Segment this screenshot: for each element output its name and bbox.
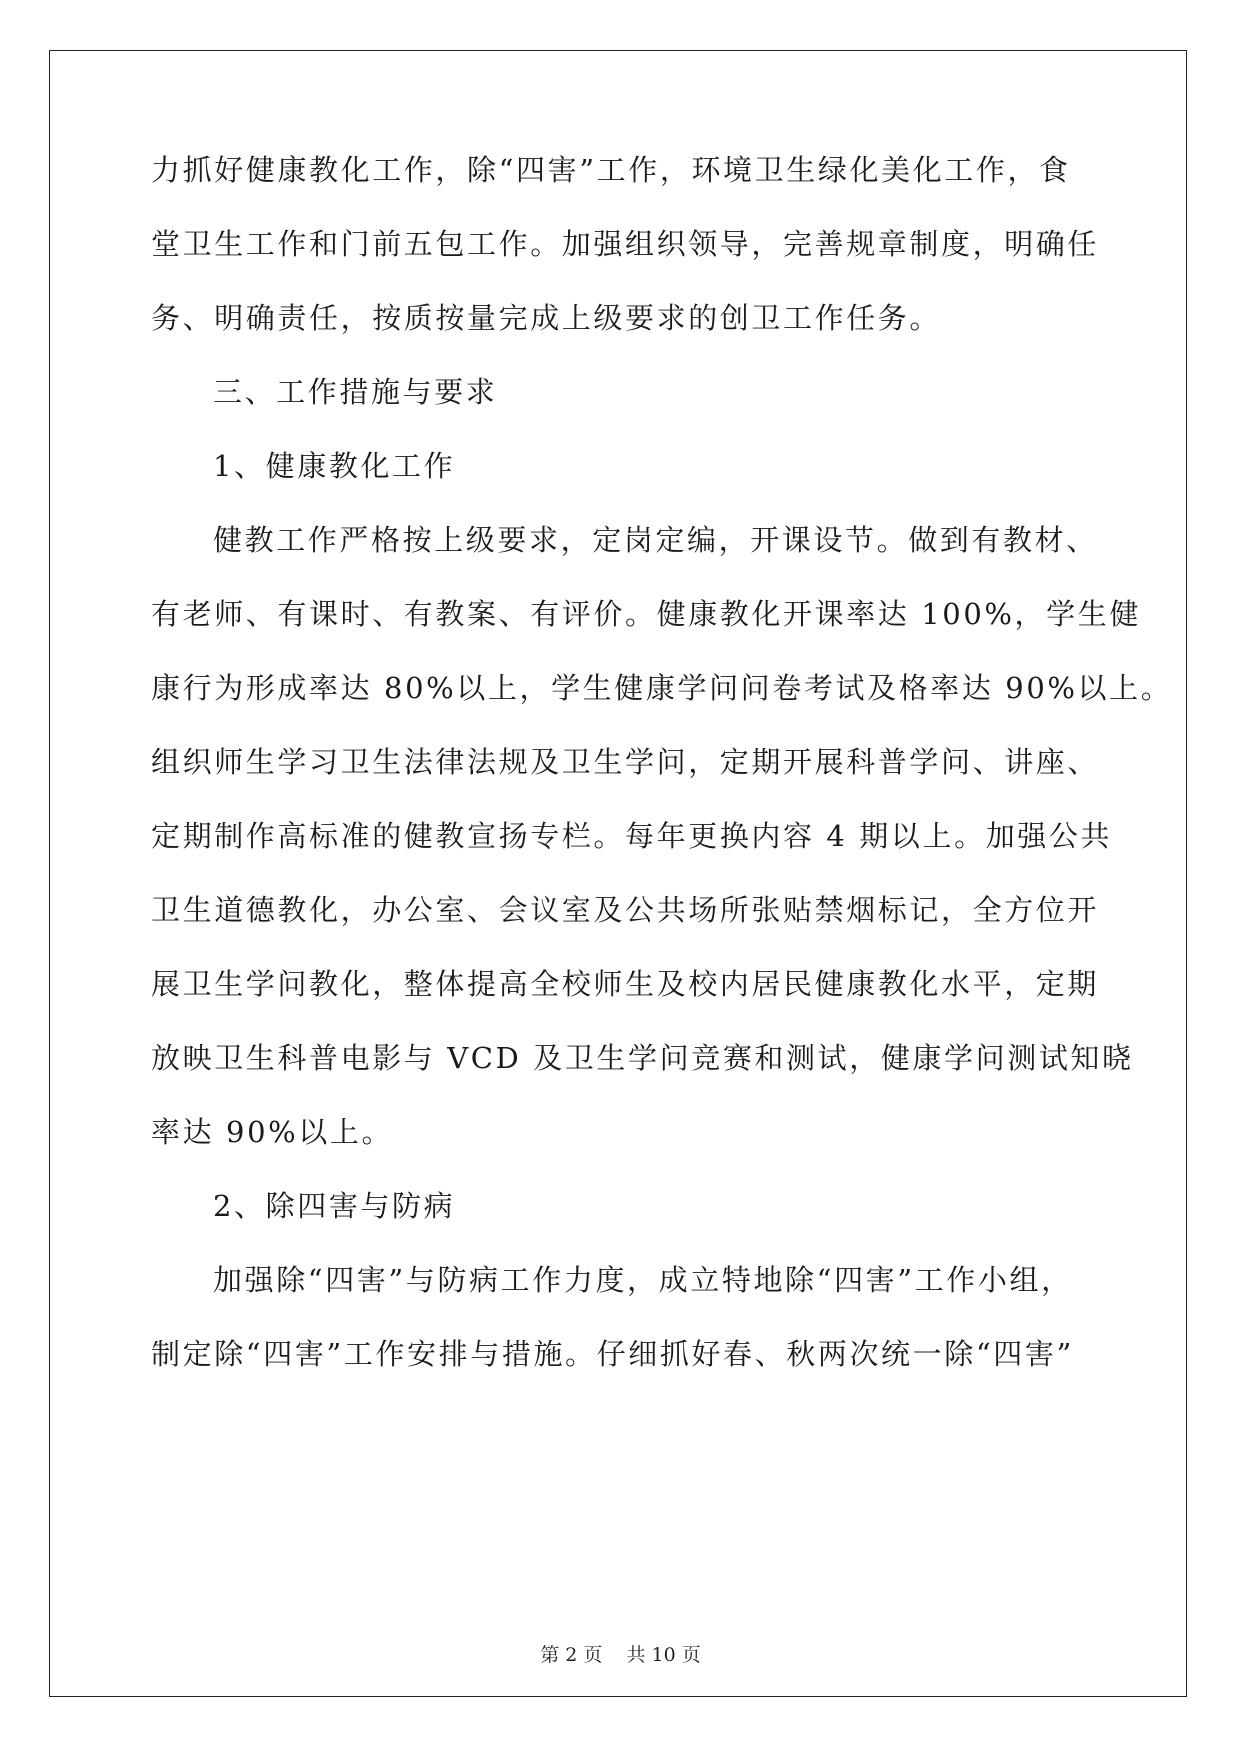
text-line: 制定除“四害”工作安排与措施。仔细抓好春、秋两次统一除“四害” <box>151 1337 1074 1371</box>
text-line: 组织师生学习卫生法律法规及卫生学问，定期开展科普学问、讲座、 <box>151 745 1100 779</box>
page-number: 第 2 页 <box>540 1644 603 1666</box>
text-line: 率达 90%以上。 <box>151 1115 394 1149</box>
text-line: 卫生道德教化，办公室、会议室及公共场所张贴禁烟标记，全方位开 <box>151 893 1100 927</box>
text-line: 定期制作高标准的健教宣扬专栏。每年更换内容 4 期以上。加强公共 <box>151 819 1113 853</box>
text-line: 康行为形成率达 80%以上，学生健康学问问卷考试及格率达 90%以上。 <box>151 671 1173 705</box>
text-line: 加强除“四害”与防病工作力度，成立特地除“四害”工作小组， <box>213 1263 1073 1297</box>
text-line: 放映卫生科普电影与 VCD 及卫生学问竞赛和测试，健康学问测试知晓 <box>151 1041 1134 1075</box>
subsection-heading: 1、健康教化工作 <box>213 449 456 483</box>
page-footer <box>0 1640 1241 1667</box>
subsection-heading: 2、除四害与防病 <box>213 1189 456 1223</box>
page-total: 共 10 页 <box>626 1644 701 1666</box>
section-heading: 三、工作措施与要求 <box>213 375 498 409</box>
text-line: 健教工作严格按上级要求，定岗定编，开课设节。做到有教材、 <box>213 523 1098 557</box>
text-line: 务、明确责任，按质按量完成上级要求的创卫工作任务。 <box>151 301 942 335</box>
text-line: 力抓好健康教化工作，除“四害”工作，环境卫生绿化美化工作，食 <box>151 153 1071 187</box>
text-line: 有老师、有课时、有教案、有评价。健康教化开课率达 100%，学生健 <box>151 597 1141 631</box>
text-line: 展卫生学问教化，整体提高全校师生及校内居民健康教化水平，定期 <box>151 967 1100 1001</box>
text-line: 堂卫生工作和门前五包工作。加强组织领导，完善规章制度，明确任 <box>151 227 1100 261</box>
